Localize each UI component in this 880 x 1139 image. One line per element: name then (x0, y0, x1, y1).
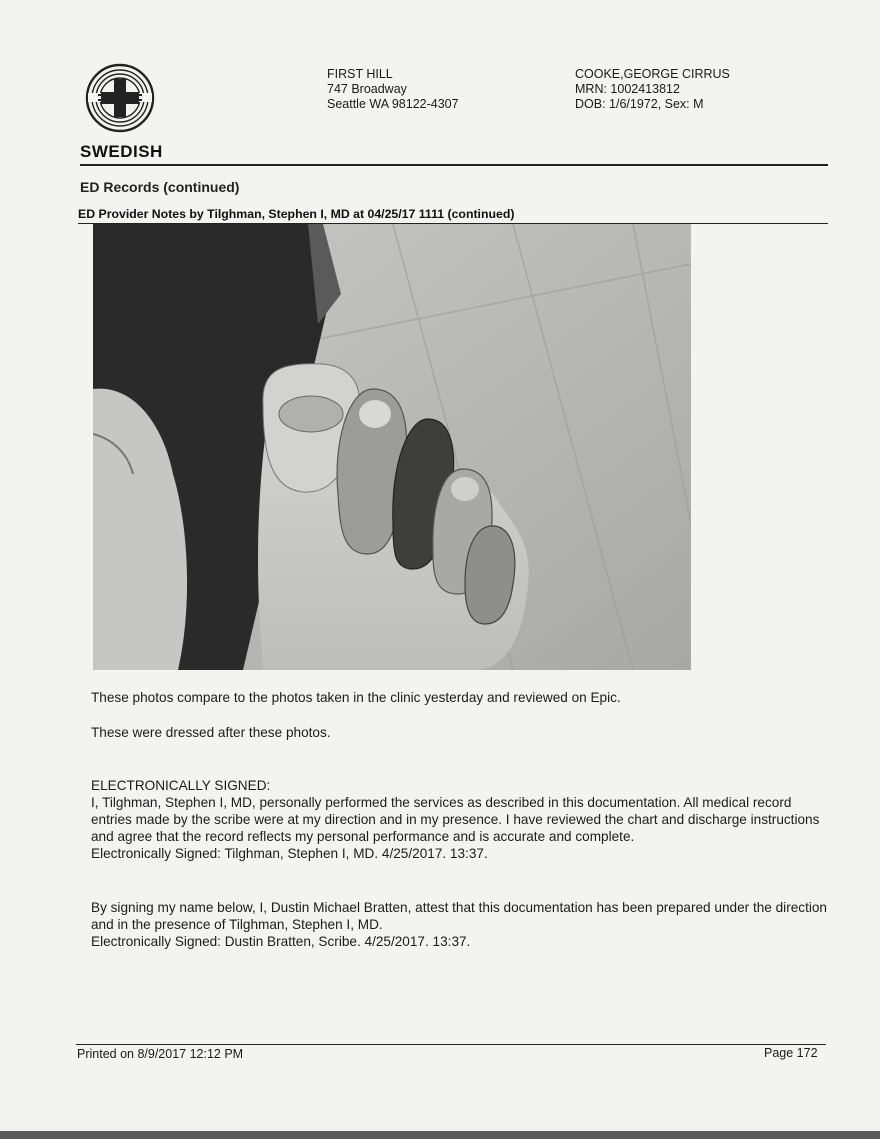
patient-name: COOKE,GEORGE CIRRUS (575, 67, 730, 81)
comparison-note: These photos compare to the photos taken in the clinic yesterday and reviewed on Epic. (91, 690, 621, 705)
scan-edge (0, 1131, 880, 1139)
foot-photo (93, 224, 691, 670)
provider-signature: Electronically Signed: Tilghman, Stephen I, MD. 4/25/2017. 13:37. (91, 846, 488, 861)
patient-block (575, 67, 730, 112)
note-header: ED Provider Notes by Tilghman, Stephen I, MD at 04/25/17 1111 (continued) (78, 207, 515, 221)
section-title: ED Records (continued) (80, 179, 240, 195)
signature-section (91, 777, 831, 862)
patient-mrn: MRN: 1002413812 (575, 82, 680, 96)
brand-name: SWEDISH (80, 142, 163, 161)
facility-address-line1: 747 Broadway (327, 82, 407, 96)
scribe-attestation: By signing my name below, I, Dustin Michael Bratten, attest that this documentation has been prepared under the direction and in the presence of Tilghman, Stephen I, MD. (91, 900, 827, 932)
page-number: Page 172 (764, 1046, 818, 1060)
patient-dob-sex: DOB: 1/6/1972, Sex: M (575, 97, 704, 111)
footer-rule (76, 1044, 826, 1045)
facility-block (327, 67, 459, 112)
facility-name: FIRST HILL (327, 67, 393, 81)
printed-date: Printed on 8/9/2017 12:12 PM (77, 1047, 244, 1061)
swedish-logo (84, 62, 156, 134)
scribe-section (91, 899, 831, 950)
scribe-signature: Electronically Signed: Dustin Bratten, Scribe. 4/25/2017. 13:37. (91, 934, 471, 949)
header-rule (80, 164, 828, 166)
provider-attestation: I, Tilghman, Stephen I, MD, personally performed the services as described in this documentation. All medical record entries made by the scribe were at my direction and in my presence. I have reviewed the chart and discharge instructions and agree that the record reflects my personal performance and is accurate and complete. (91, 795, 820, 844)
signed-heading: ELECTRONICALLY SIGNED: (91, 778, 271, 793)
facility-address-line2: Seattle WA 98122-4307 (327, 97, 459, 111)
dressing-note: These were dressed after these photos. (91, 725, 331, 740)
